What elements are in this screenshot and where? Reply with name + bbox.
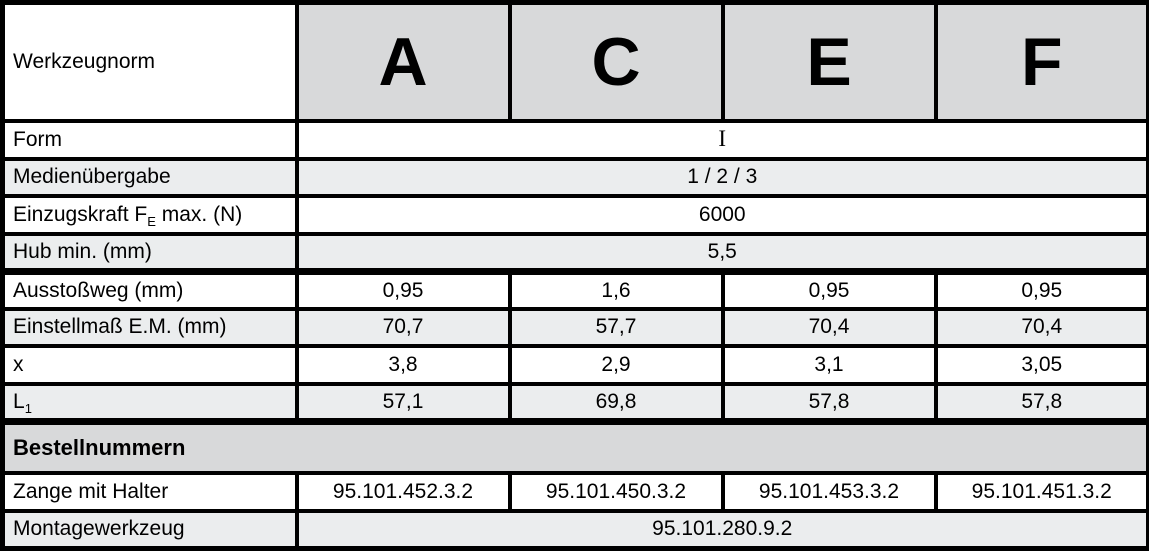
row-label-zange-mit-halter: Zange mit Halter <box>3 473 297 511</box>
row-medienuebergabe <box>3 159 1149 197</box>
column-header-a: A <box>297 3 510 121</box>
row-value-x-e: 3,1 <box>723 346 936 384</box>
row-label-montagewerkzeug: Montagewerkzeug <box>3 511 297 549</box>
header-row <box>3 3 1149 121</box>
row-value-ausstossweg-e: 0,95 <box>723 271 936 309</box>
row-form <box>3 121 1149 159</box>
row-value-zange-e: 95.101.453.3.2 <box>723 473 936 511</box>
row-hub <box>3 234 1149 272</box>
row-value-form: I <box>297 121 1149 159</box>
row-value-hub: 5,5 <box>297 234 1149 272</box>
row-label-medienuebergabe: Medienübergabe <box>3 159 297 197</box>
row-value-zange-f: 95.101.451.3.2 <box>936 473 1149 511</box>
row-value-einstellmass-c: 57,7 <box>510 309 723 347</box>
section-row-bestellnummern <box>3 421 1149 473</box>
row-value-einstellmass-a: 70,7 <box>297 309 510 347</box>
label-text-pre: L <box>13 389 25 413</box>
row-value-zange-c: 95.101.450.3.2 <box>510 473 723 511</box>
row-value-ausstossweg-a: 0,95 <box>297 271 510 309</box>
row-value-l1-a: 57,1 <box>297 384 510 422</box>
row-label-x: x <box>3 346 297 384</box>
row-einstellmass <box>3 309 1149 347</box>
row-label-form: Form <box>3 121 297 159</box>
row-einzugskraft <box>3 196 1149 234</box>
row-ausstossweg <box>3 271 1149 309</box>
corner-label-werkzeugnorm: Werkzeugnorm <box>3 3 297 121</box>
label-text-post: max. (N) <box>155 202 243 226</box>
row-value-ausstossweg-f: 0,95 <box>936 271 1149 309</box>
row-label-hub: Hub min. (mm) <box>3 234 297 272</box>
row-value-montagewerkzeug: 95.101.280.9.2 <box>297 511 1149 549</box>
row-value-x-f: 3,05 <box>936 346 1149 384</box>
row-zange-mit-halter <box>3 473 1149 511</box>
row-value-einstellmass-f: 70,4 <box>936 309 1149 347</box>
row-value-x-c: 2,9 <box>510 346 723 384</box>
label-subscript: E <box>147 214 156 230</box>
label-subscript: 1 <box>24 400 32 416</box>
row-l1 <box>3 384 1149 422</box>
column-header-f: F <box>936 3 1149 121</box>
column-header-c: C <box>510 3 723 121</box>
row-value-zange-a: 95.101.452.3.2 <box>297 473 510 511</box>
row-label-l1 <box>3 384 297 422</box>
row-value-l1-e: 57,8 <box>723 384 936 422</box>
row-value-medienuebergabe: 1 / 2 / 3 <box>297 159 1149 197</box>
row-montagewerkzeug <box>3 511 1149 549</box>
row-x <box>3 346 1149 384</box>
row-value-ausstossweg-c: 1,6 <box>510 271 723 309</box>
section-title-bestellnummern: Bestellnummern <box>3 421 1149 473</box>
row-value-l1-f: 57,8 <box>936 384 1149 422</box>
row-label-einstellmass: Einstellmaß E.M. (mm) <box>3 309 297 347</box>
row-value-einzugskraft: 6000 <box>297 196 1149 234</box>
row-value-l1-c: 69,8 <box>510 384 723 422</box>
row-label-einzugskraft <box>3 196 297 234</box>
row-value-x-a: 3,8 <box>297 346 510 384</box>
column-header-e: E <box>723 3 936 121</box>
row-label-ausstossweg: Ausstoßweg (mm) <box>3 271 297 309</box>
row-value-einstellmass-e: 70,4 <box>723 309 936 347</box>
label-text-pre: Einzugskraft F <box>13 202 148 226</box>
